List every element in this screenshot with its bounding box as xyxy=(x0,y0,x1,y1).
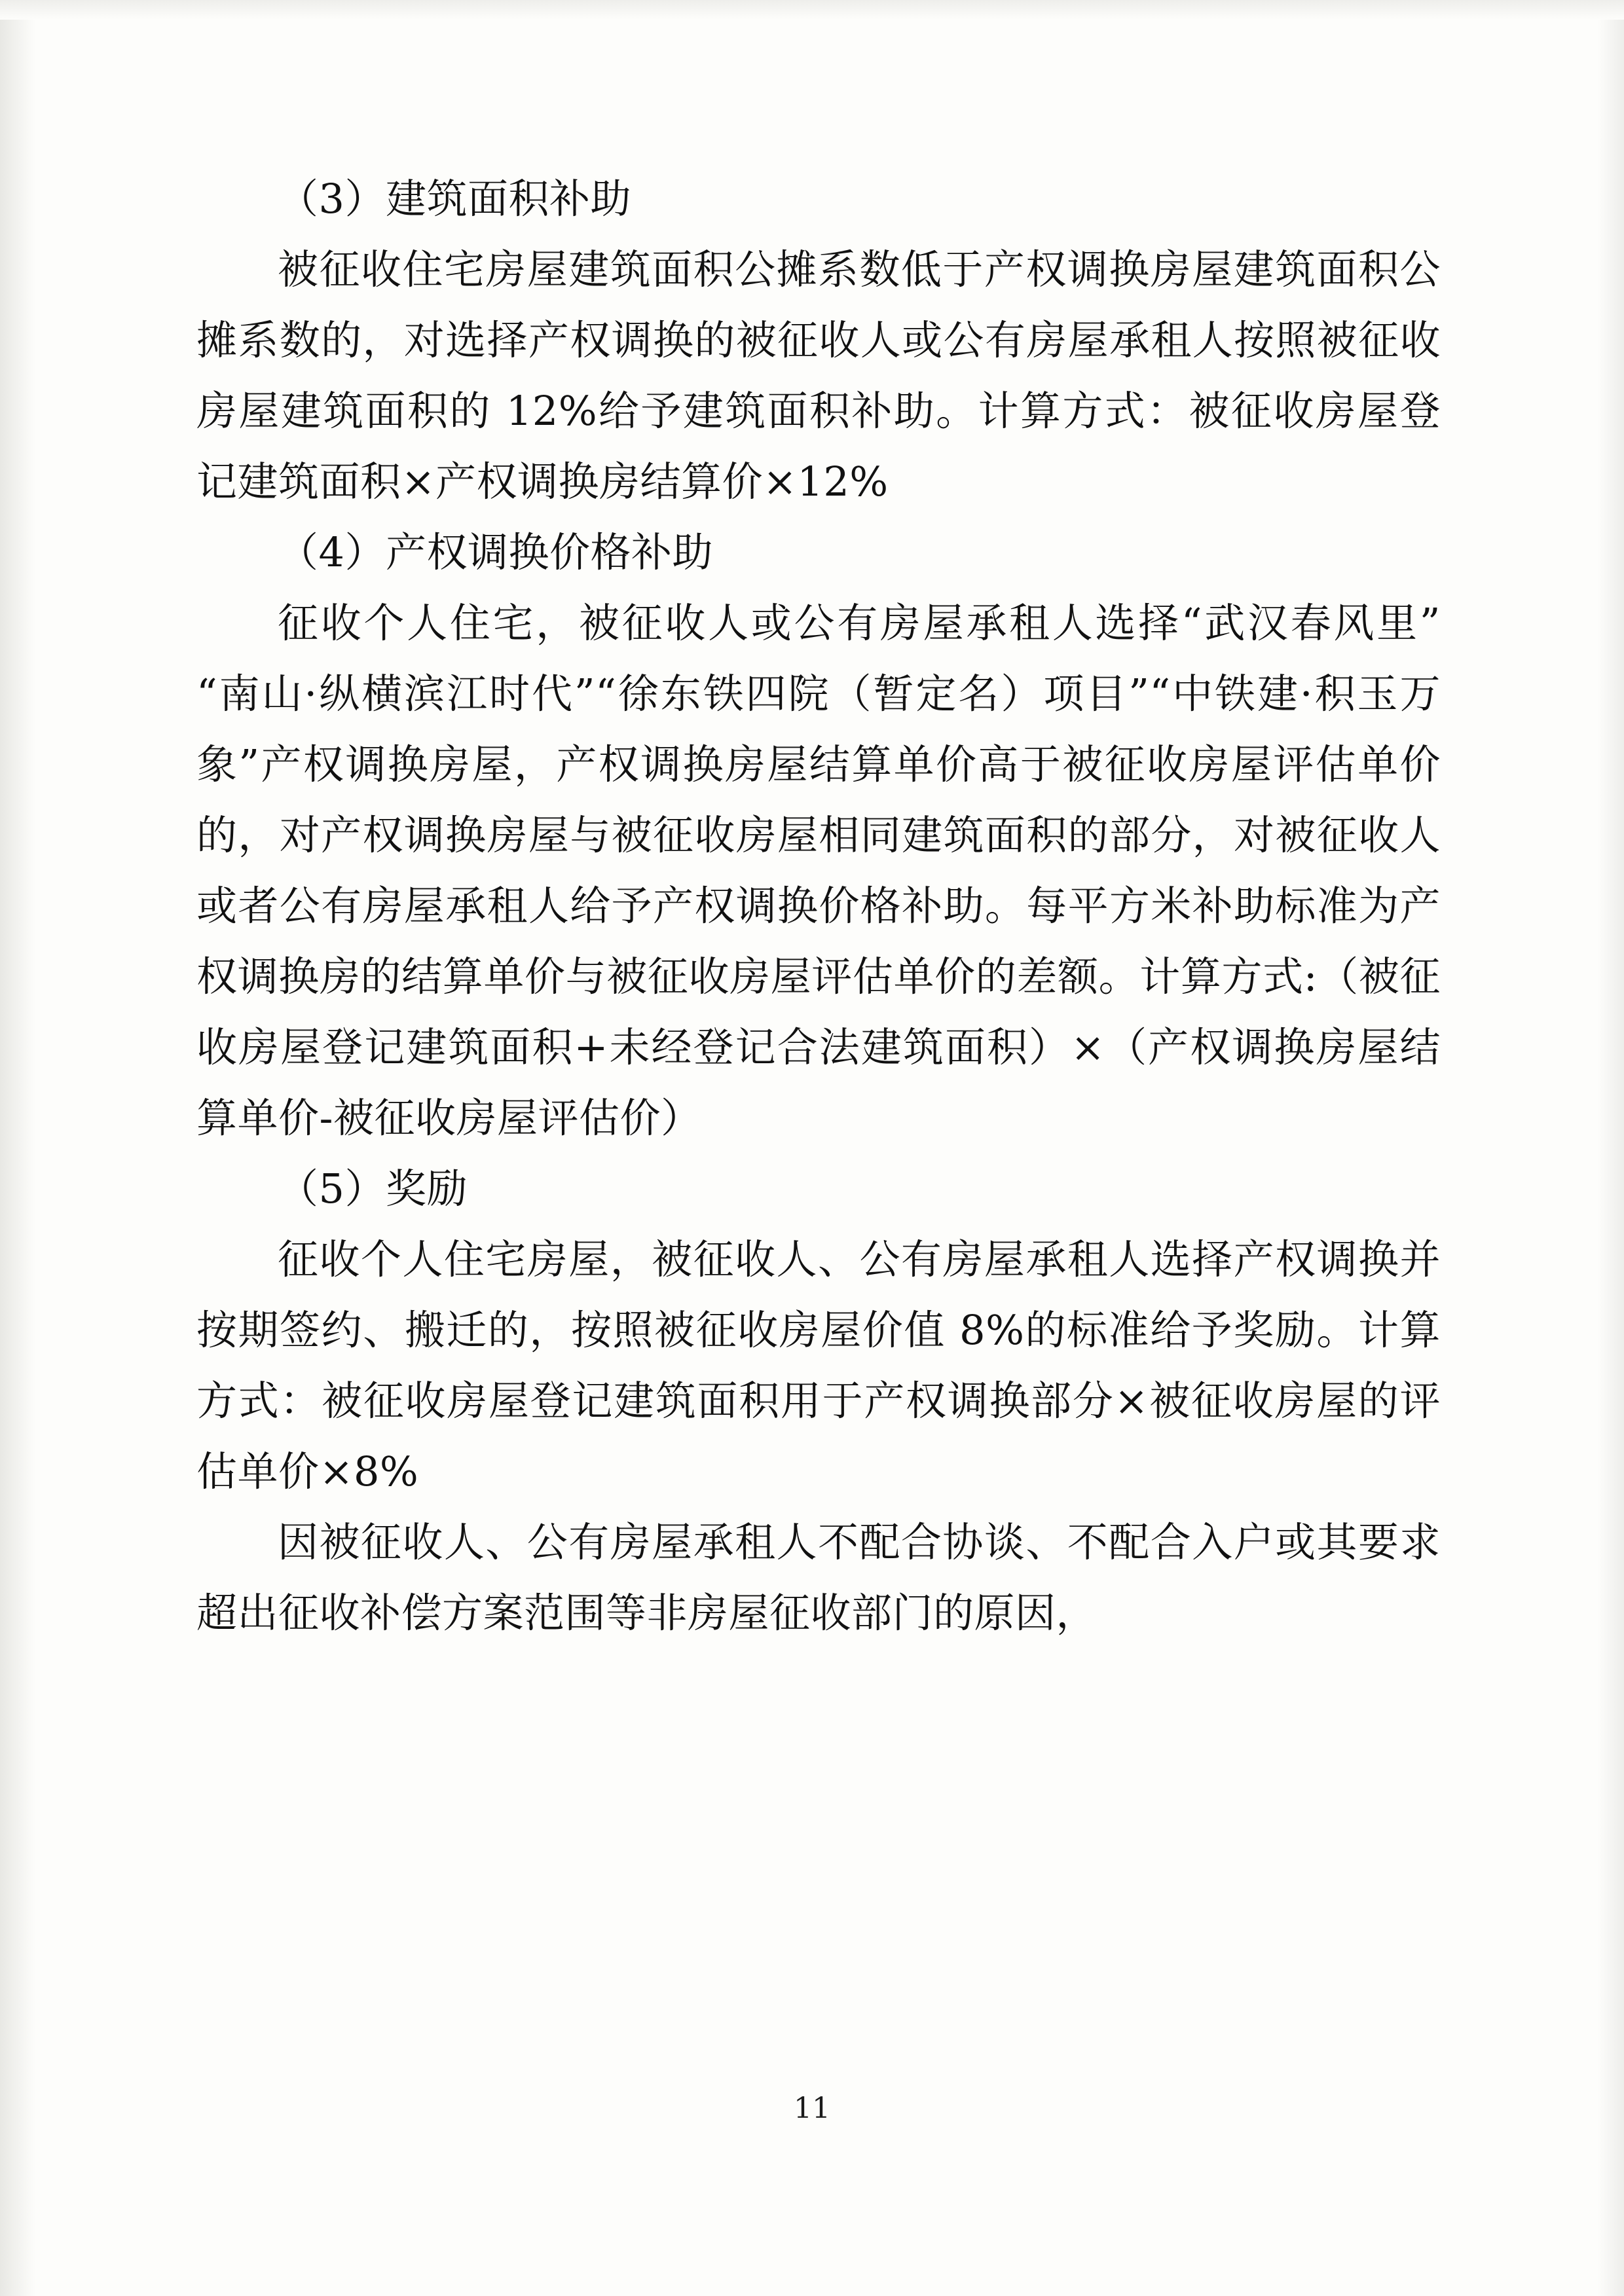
paragraph-item-4-heading: （4）产权调换价格补助 xyxy=(278,528,713,576)
paragraph-item-3-heading: （3）建筑面积补助 xyxy=(278,175,631,223)
page-number: 11 xyxy=(794,2092,830,2125)
page-edge-shadow-right xyxy=(1598,0,1624,2296)
page-edge-shadow-left xyxy=(0,0,35,2296)
page-edge-shadow-top xyxy=(0,0,1624,20)
paragraph-item-5-body-2: 因被征收人、公有房屋承租人不配合协谈、不配合入户或其要求超出征收补偿方案范围等非房屋征收部门的原因， xyxy=(196,1518,1441,1637)
page-text-body xyxy=(196,164,1441,1649)
paragraph-item-4-body: 征收个人住宅，被征收人或公有房屋承租人选择“武汉春风里”“南山·纵横滨江时代”“徐东铁四院（暂定名）项目”“中铁建·积玉万象”产权调换房屋，产权调换房屋结算单价高于被征收房屋评估单价的，对产权调换房屋与被征收房屋相同建筑面积的部分，对被征收人或者公有房屋承租人给予产权调换价格补助。每平方米补助标准为产权调换房的结算单价与被征收房屋评估单价的差额。计算方式:（被征收房屋登记建筑面积+未经登记合法建筑面积）×（产权调换房屋结算单价-被征收房屋评估价） xyxy=(196,599,1441,1142)
paragraph-item-5-heading: （5）奖励 xyxy=(278,1165,468,1212)
paragraph-item-5-body: 征收个人住宅房屋，被征收人、公有房屋承租人选择产权调换并按期签约、搬迁的，按照被征收房屋价值 8%的标准给予奖励。计算方式：被征收房屋登记建筑面积用于产权调换部分×被征收房屋的评估单价×8% xyxy=(196,1235,1441,1495)
paragraph-item-3-body: 被征收住宅房屋建筑面积公摊系数低于产权调换房屋建筑面积公摊系数的，对选择产权调换的被征收人或公有房屋承租人按照被征收房屋建筑面积的 12%给予建筑面积补助。计算方式：被征收房屋登记建筑面积×产权调换房结算价×12% xyxy=(196,246,1441,505)
